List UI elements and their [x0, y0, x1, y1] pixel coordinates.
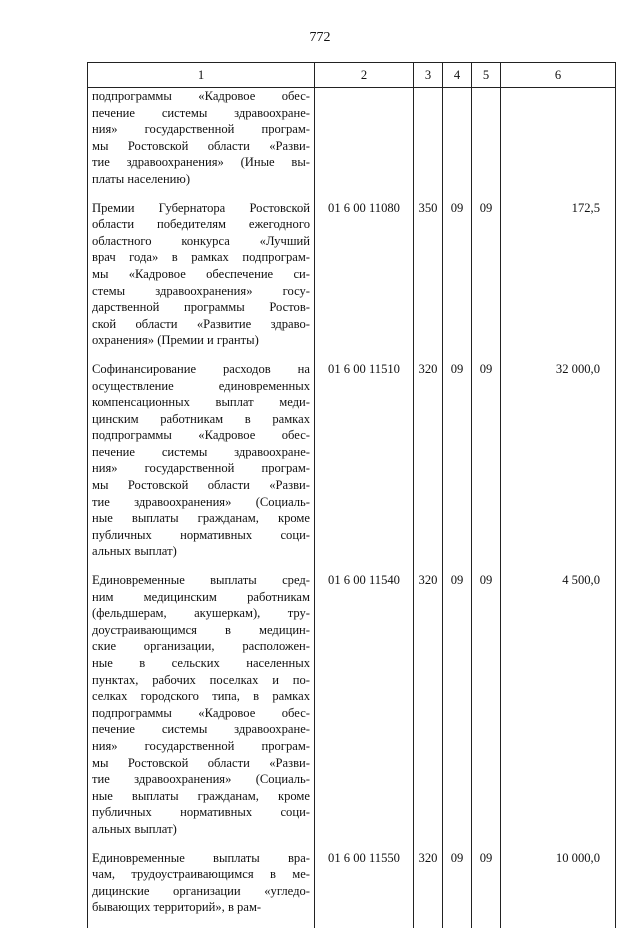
description-line: печение системы здравоохране-	[92, 105, 310, 120]
description-line: дицинские организации «угледо-	[92, 883, 310, 898]
description-line: платы населению)	[92, 171, 191, 186]
description-line: бывающих территорий», в рам-	[92, 900, 262, 915]
amount-value: 10 000,0	[501, 850, 616, 928]
description-line: врач года» в рамках подпрограм-	[92, 250, 310, 265]
description-line: стемы здравоохранения» госу-	[92, 283, 310, 298]
description-line: компенсационных выплат меди-	[92, 395, 310, 410]
table-header	[88, 63, 616, 88]
description-line: печение системы здравоохране-	[92, 722, 310, 737]
description-line: ные выплаты гражданам, кроме	[92, 788, 310, 803]
expense-type-code: 320	[414, 361, 443, 572]
description-line: публичных нормативных соци-	[92, 805, 310, 820]
description-line: областного конкурса «Лучший	[92, 233, 310, 248]
row-description	[88, 572, 315, 850]
table-row	[88, 850, 616, 928]
header-row	[88, 63, 616, 88]
column-header-5: 5	[472, 63, 501, 88]
description-line: Единовременные выплаты вра-	[92, 850, 310, 865]
row-description	[88, 200, 315, 361]
target-article-code: 01 6 00 11550	[315, 850, 414, 928]
description-line: альных выплат)	[92, 821, 177, 836]
column-header-6: 6	[501, 63, 616, 88]
description-line: ные выплаты гражданам, кроме	[92, 511, 310, 526]
column-header-4: 4	[443, 63, 472, 88]
description-line: мы Ростовской области «Разви-	[92, 478, 310, 493]
description-line: тие здравоохранения» (Иные вы-	[92, 155, 310, 170]
description-line: альных выплат)	[92, 544, 177, 559]
row-description	[88, 88, 315, 200]
description-line: селках городского типа, в рамках	[92, 689, 310, 704]
description-line: охранения» (Премии и гранты)	[92, 333, 259, 348]
description-line: ния» государственной програм-	[92, 461, 310, 476]
description-line: ской области «Развитие здраво-	[92, 316, 310, 331]
description-line: подпрограммы «Кадровое обес-	[92, 705, 310, 720]
page-number: 772	[309, 30, 331, 45]
amount-value: 4 500,0	[501, 572, 616, 850]
section-code: 09	[443, 361, 472, 572]
description-line: области победителям ежегодного	[92, 217, 310, 232]
description-line: тие здравоохранения» (Социаль-	[92, 494, 310, 509]
target-article-code: 01 6 00 11540	[315, 572, 414, 850]
expense-type-code	[414, 88, 443, 200]
budget-table	[87, 62, 616, 928]
description-line: мы Ростовской области «Разви-	[92, 755, 310, 770]
expense-type-code: 350	[414, 200, 443, 361]
description-line: осуществление единовременных	[92, 378, 310, 393]
description-line: ния» государственной програм-	[92, 738, 310, 753]
description-line: мы «Кадровое обеспечение си-	[92, 266, 310, 281]
description-line: печение системы здравоохране-	[92, 444, 310, 459]
column-header-3: 3	[414, 63, 443, 88]
table-row	[88, 361, 616, 572]
description-line: пунктах, рабочих поселках и по-	[92, 672, 310, 687]
amount-value: 32 000,0	[501, 361, 616, 572]
target-article-code	[315, 88, 414, 200]
table-body	[88, 88, 616, 928]
description-line: ные в сельских населенных	[92, 656, 310, 670]
row-description	[88, 850, 315, 928]
subsection-code: 09	[472, 850, 501, 928]
description-line: Единовременные выплаты сред-	[92, 573, 310, 588]
subsection-code: 09	[472, 572, 501, 850]
column-header-2: 2	[315, 63, 414, 88]
description-line: доустраивающимся в медицин-	[92, 622, 310, 637]
expense-type-code: 320	[414, 572, 443, 850]
description-line: (фельдшерам, акушеркам), тру-	[92, 606, 310, 621]
description-line: Софинансирование расходов на	[92, 361, 310, 376]
expense-type-code: 320	[414, 850, 443, 928]
description-line: подпрограммы «Кадровое обес-	[92, 89, 310, 103]
amount-value	[501, 88, 616, 200]
table-row	[88, 200, 616, 361]
section-code: 09	[443, 850, 472, 928]
subsection-code: 09	[472, 361, 501, 572]
description-line: тие здравоохранения» (Социаль-	[92, 772, 310, 787]
amount-value: 172,5	[501, 200, 616, 361]
table-row	[88, 88, 616, 200]
description-line: цинским работникам в рамках	[92, 411, 310, 426]
column-header-1: 1	[88, 63, 315, 88]
description-line: дарственной программы Ростов-	[92, 300, 310, 315]
section-code	[443, 88, 472, 200]
target-article-code: 01 6 00 11510	[315, 361, 414, 572]
subsection-code: 09	[472, 200, 501, 361]
description-line: чам, трудоустраивающимся в ме-	[92, 867, 310, 882]
description-line: Премии Губернатора Ростовской	[92, 200, 310, 215]
table-row	[88, 572, 616, 850]
description-line: публичных нормативных соци-	[92, 527, 310, 542]
subsection-code	[472, 88, 501, 200]
section-code: 09	[443, 572, 472, 850]
description-line: мы Ростовской области «Разви-	[92, 138, 310, 153]
description-line: подпрограммы «Кадровое обес-	[92, 428, 310, 443]
description-line: ния» государственной програм-	[92, 122, 310, 137]
row-description	[88, 361, 315, 572]
description-line: ские организации, расположен-	[92, 639, 310, 654]
description-line: ним медицинским работникам	[92, 589, 310, 604]
target-article-code: 01 6 00 11080	[315, 200, 414, 361]
section-code: 09	[443, 200, 472, 361]
